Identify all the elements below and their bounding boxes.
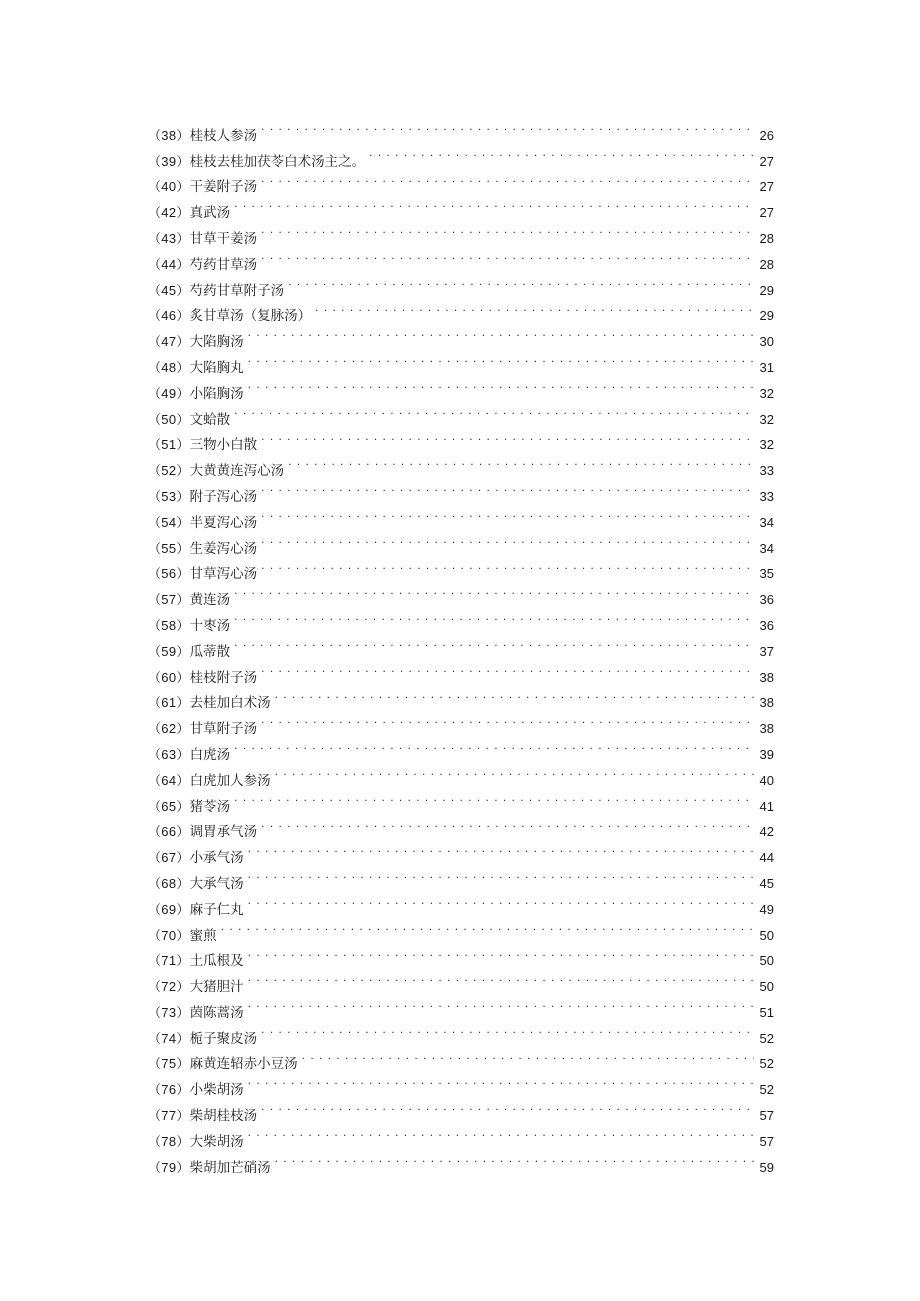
toc-dot-leader [261,475,754,501]
toc-dot-leader [248,320,754,346]
toc-entry-title: 三物小白散 [189,437,258,454]
toc-entry-title: 去桂加白术汤 [189,695,271,712]
toc-entry[interactable] [148,759,774,789]
toc-entry-number: （46） [148,308,190,324]
toc-entry-title: 小柴胡汤 [189,1082,244,1099]
toc-entry-number: （59） [148,643,190,659]
toc-entry-title: 小承气汤 [189,850,244,867]
toc-entry-number: （38） [148,127,190,143]
toc-dot-leader [288,269,754,295]
toc-entry-number: （57） [148,592,190,608]
toc-entry-title: 甘草附子汤 [189,721,258,738]
toc-entry-number: （58） [148,617,190,633]
toc-dot-leader [221,914,754,940]
toc-entry-number: （79） [148,1159,190,1175]
toc-entry-number: （56） [148,566,190,582]
toc-dot-leader [248,965,754,991]
toc-entry-page-number: 29 [759,308,774,324]
toc-entry-page-number: 59 [759,1159,774,1175]
toc-entry-number: （64） [148,772,190,788]
toc-entry-page-number: 28 [759,256,774,272]
toc-entry-page-number: 28 [759,230,774,246]
toc-dot-leader [275,759,754,785]
toc-entry-title: 瓜蒂散 [189,643,231,660]
toc-entry-title: 大陷胸丸 [189,359,244,376]
toc-entry-number: （47） [148,334,190,350]
toc-entry-title: 芍药甘草汤 [189,256,258,273]
toc-dot-leader [261,217,754,243]
toc-entry[interactable] [148,785,774,815]
toc-entry-title: 大黄黄连泻心汤 [189,463,285,480]
toc-entry[interactable] [148,811,774,841]
toc-entry-number: （39） [148,153,190,169]
toc-entry-page-number: 33 [759,463,774,479]
toc-entry-number: （54） [148,514,190,530]
toc-dot-leader [234,191,754,217]
toc-entry-title: 桂枝去桂加茯苓白术汤主之。 [189,153,366,170]
toc-entry-title: 大柴胡汤 [189,1133,244,1150]
toc-entry-page-number: 50 [759,927,774,943]
toc-dot-leader [275,1146,754,1172]
toc-entry-title: 猪苓汤 [189,798,231,815]
toc-entry[interactable] [148,114,774,144]
toc-entry-title: 桂枝人参汤 [189,127,258,144]
toc-entry-page-number: 32 [759,437,774,453]
toc-entry-number: （52） [148,463,190,479]
toc-dot-leader [248,888,754,914]
toc-dot-leader [369,140,754,166]
toc-entry-title: 麻子仁丸 [189,901,244,918]
toc-entry-number: （40） [148,179,190,195]
toc-dot-leader [248,346,754,372]
toc-entry-page-number: 32 [759,385,774,401]
toc-entry-page-number: 40 [759,772,774,788]
toc-entry-page-number: 31 [759,359,774,375]
toc-dot-leader [275,682,754,708]
toc-entry-page-number: 32 [759,411,774,427]
toc-entry-page-number: 52 [759,1056,774,1072]
toc-entry-number: （42） [148,205,190,221]
toc-entry[interactable] [148,217,774,247]
toc-entry-page-number: 33 [759,488,774,504]
toc-entry-page-number: 39 [759,746,774,762]
toc-dot-leader [248,991,754,1017]
toc-entry-page-number: 27 [759,153,774,169]
toc-entry-page-number: 34 [759,540,774,556]
toc-entry-title: 半夏泻心汤 [189,514,258,531]
toc-dot-leader [261,114,754,140]
toc-entry-page-number: 29 [759,282,774,298]
toc-entry-number: （50） [148,411,190,427]
toc-entry-title: 甘草干姜汤 [189,230,258,247]
toc-dot-leader [248,1120,754,1146]
toc-dot-leader [248,1068,754,1094]
toc-entry-title: 附子泻心汤 [189,488,258,505]
toc-dot-leader [234,398,754,424]
toc-entry-title: 黄连汤 [189,592,231,609]
toc-entry[interactable] [148,191,774,222]
toc-entry-page-number: 38 [759,721,774,737]
toc-entry-page-number: 49 [759,901,774,917]
toc-entry-page-number: 52 [759,1030,774,1046]
toc-entry-number: （60） [148,669,190,685]
toc-entry-number: （44） [148,256,190,272]
toc-entry[interactable] [148,424,774,454]
toc-entry-title: 大猪胆汁 [189,979,244,996]
toc-dot-leader [261,501,754,527]
toc-entry-number: （61） [148,695,190,711]
toc-entry-title: 麻黄连轺赤小豆汤 [189,1056,298,1073]
toc-entry-page-number: 57 [759,1108,774,1124]
toc-entry-title: 炙甘草汤（复脉汤） [189,308,312,325]
toc-entry-page-number: 41 [759,798,774,814]
toc-dot-leader [261,1017,754,1043]
toc-entry-number: （66） [148,824,190,840]
toc-entry-title: 柴胡桂枝汤 [189,1108,258,1125]
toc-entry-number: （51） [148,437,190,453]
table-of-contents [148,114,774,1176]
toc-entry-number: （74） [148,1030,190,1046]
toc-dot-leader [261,527,754,553]
toc-entry-page-number: 34 [759,514,774,530]
toc-entry-page-number: 37 [759,643,774,659]
toc-entry-title: 调胃承气汤 [189,824,258,841]
toc-entry-number: （68） [148,875,190,891]
toc-dot-leader [261,243,754,269]
toc-dot-leader [248,836,754,862]
toc-dot-leader [261,811,754,837]
toc-entry-page-number: 52 [759,1082,774,1098]
toc-dot-leader [288,449,754,475]
toc-entry-title: 白虎汤 [189,746,231,763]
toc-entry-page-number: 35 [759,566,774,582]
toc-entry-page-number: 38 [759,669,774,685]
toc-dot-leader [248,372,754,398]
toc-dot-leader [234,604,754,630]
toc-entry-number: （73） [148,1004,190,1020]
toc-entry-page-number: 30 [759,334,774,350]
toc-entry-number: （65） [148,798,190,814]
toc-entry-number: （75） [148,1056,190,1072]
toc-entry-title: 大陷胸汤 [189,334,244,351]
toc-entry-page-number: 36 [759,592,774,608]
toc-entry-title: 桂枝附子汤 [189,669,258,686]
toc-entry-page-number: 57 [759,1133,774,1149]
toc-dot-leader [261,424,754,450]
toc-entry[interactable] [148,604,774,634]
toc-entry-number: （45） [148,282,190,298]
toc-entry[interactable] [148,940,774,970]
toc-entry-number: （53） [148,488,190,504]
toc-entry-title: 栀子聚皮汤 [189,1030,258,1047]
toc-entry-page-number: 50 [759,979,774,995]
toc-dot-leader [234,785,754,811]
toc-dot-leader [261,707,754,733]
toc-entry-number: （48） [148,359,190,375]
toc-dot-leader [261,166,754,192]
toc-entry-page-number: 36 [759,617,774,633]
toc-entry-page-number: 27 [759,179,774,195]
toc-dot-leader [261,656,754,682]
toc-entry-title: 真武汤 [189,205,231,222]
toc-entry-title: 文蛤散 [189,411,231,428]
toc-entry-title: 白虎加人参汤 [189,772,271,789]
toc-entry[interactable] [148,914,774,944]
toc-entry[interactable] [148,398,774,428]
toc-entry-number: （76） [148,1082,190,1098]
toc-entry-number: （72） [148,979,190,995]
toc-dot-leader [248,940,754,966]
toc-entry-page-number: 50 [759,953,774,969]
toc-entry[interactable] [148,656,774,686]
toc-entry-title: 甘草泻心汤 [189,566,258,583]
toc-entry-number: （67） [148,850,190,866]
toc-entry-title: 大承气汤 [189,875,244,892]
toc-entry-page-number: 44 [759,850,774,866]
toc-entry-title: 芍药甘草附子汤 [189,282,285,299]
toc-entry-number: （43） [148,230,190,246]
toc-entry-page-number: 26 [759,127,774,143]
toc-entry[interactable] [148,578,774,609]
toc-entry-title: 柴胡加芒硝汤 [189,1159,271,1176]
toc-entry-title: 蜜煎 [189,927,217,944]
toc-entry-number: （69） [148,901,190,917]
toc-dot-leader [315,295,754,321]
toc-entry-number: （49） [148,385,190,401]
toc-entry-number: （78） [148,1133,190,1149]
toc-entry-number: （70） [148,927,190,943]
toc-entry-number: （71） [148,953,190,969]
toc-entry-page-number: 42 [759,824,774,840]
toc-entry-title: 小陷胸汤 [189,385,244,402]
toc-entry-title: 土瓜根及 [189,953,244,970]
toc-entry-number: （62） [148,721,190,737]
toc-entry[interactable] [148,630,774,660]
toc-entry-page-number: 27 [759,205,774,221]
toc-dot-leader [261,553,754,579]
toc-dot-leader [234,578,754,604]
toc-dot-leader [302,1043,754,1069]
toc-entry-page-number: 38 [759,695,774,711]
toc-entry-page-number: 45 [759,875,774,891]
toc-entry-number: （63） [148,746,190,762]
toc-entry-title: 生姜泻心汤 [189,540,258,557]
toc-entry-title: 干姜附子汤 [189,179,258,196]
toc-dot-leader [234,733,754,759]
toc-entry[interactable] [148,733,774,763]
toc-dot-leader [234,630,754,656]
toc-entry-page-number: 51 [759,1004,774,1020]
toc-entry-number: （77） [148,1108,190,1124]
toc-entry-title: 茵陈蒿汤 [189,1004,244,1021]
toc-dot-leader [261,1094,754,1120]
toc-entry-number: （55） [148,540,190,556]
toc-entry-title: 十枣汤 [189,617,231,634]
toc-dot-leader [248,862,754,888]
